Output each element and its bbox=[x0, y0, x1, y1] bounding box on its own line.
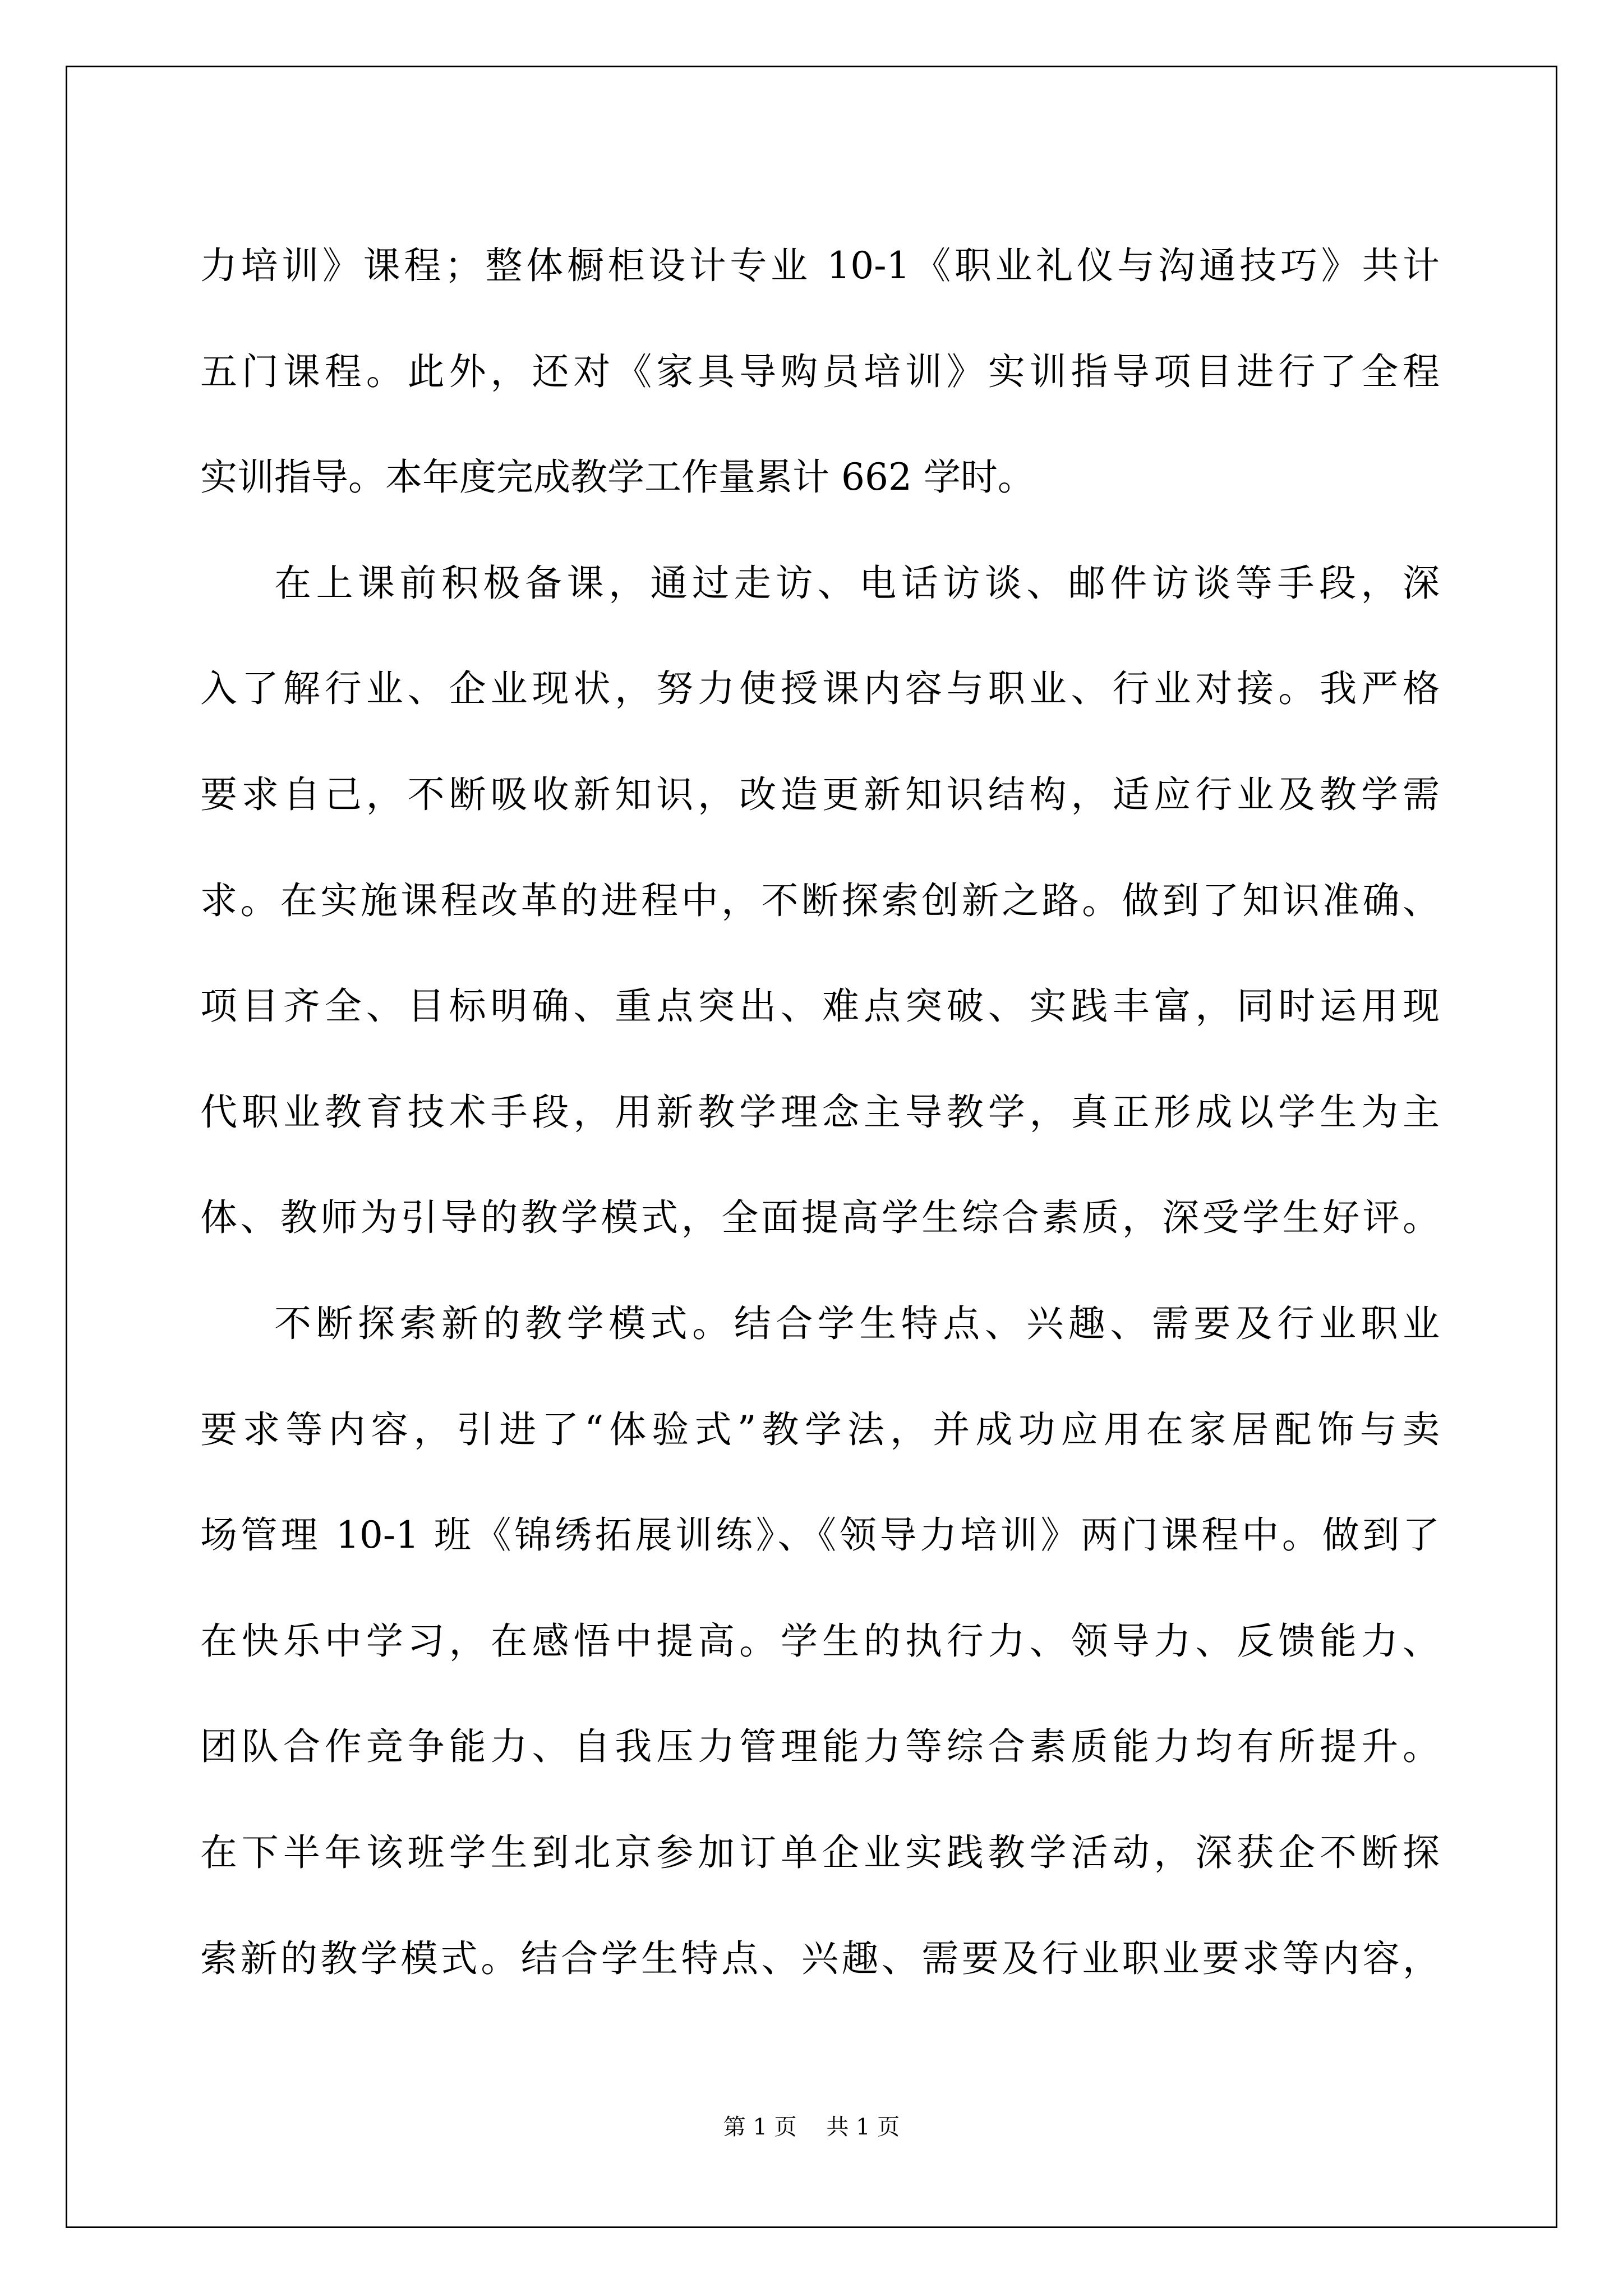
text-line: 团队合作竞争能力、自我压力管理能力等综合素质能力均有所提升。 bbox=[200, 1725, 1440, 1769]
text-line: 力培训》课程；整体橱柜设计专业 10-1《职业礼仪与沟通技巧》共计 bbox=[200, 244, 1440, 287]
page-total: 共 1 页 bbox=[826, 2114, 900, 2140]
text-line: 在上课前积极备课，通过走访、电话访谈、邮件访谈等手段，深 bbox=[274, 561, 1440, 605]
text-line: 五门课程。此外，还对《家具导购员培训》实训指导项目进行了全程 bbox=[200, 349, 1440, 393]
text-line: 不断探索新的教学模式。结合学生特点、兴趣、需要及行业职业 bbox=[274, 1301, 1440, 1345]
text-line: 场管理 10-1 班《锦绣拓展训练》、《领导力培训》两门课程中。做到了 bbox=[200, 1513, 1440, 1557]
page-number: 第 1 页 bbox=[723, 2114, 797, 2140]
text-line: 实训指导。本年度完成教学工作量累计 662 学时。 bbox=[200, 455, 1035, 499]
text-line: 入了解行业、企业现状，努力使授课内容与职业、行业对接。我严格 bbox=[200, 667, 1440, 711]
text-line: 项目齐全、目标明确、重点突出、难点突破、实践丰富，同时运用现 bbox=[200, 984, 1440, 1028]
text-line: 代职业教育技术手段，用新教学理念主导教学，真正形成以学生为主 bbox=[200, 1090, 1440, 1134]
text-line: 在下半年该班学生到北京参加订单企业实践教学活动，深获企不断探 bbox=[200, 1830, 1440, 1874]
document-body bbox=[200, 213, 1440, 2012]
text-line: 在快乐中学习，在感悟中提高。学生的执行力、领导力、反馈能力、 bbox=[200, 1619, 1440, 1663]
text-line: 求。在实施课程改革的进程中，不断探索创新之路。做到了知识准确、 bbox=[200, 878, 1440, 922]
text-line: 索新的教学模式。结合学生特点、兴趣、需要及行业职业要求等内容， bbox=[200, 1936, 1440, 1980]
text-line: 体、教师为引导的教学模式，全面提高学生综合素质，深受学生好评。 bbox=[200, 1196, 1440, 1240]
text-line: 要求等内容，引进了“体验式”教学法，并成功应用在家居配饰与卖 bbox=[200, 1407, 1440, 1451]
text-line: 要求自己，不断吸收新知识，改造更新知识结构，适应行业及教学需 bbox=[200, 772, 1440, 816]
page-footer bbox=[0, 2109, 1623, 2141]
